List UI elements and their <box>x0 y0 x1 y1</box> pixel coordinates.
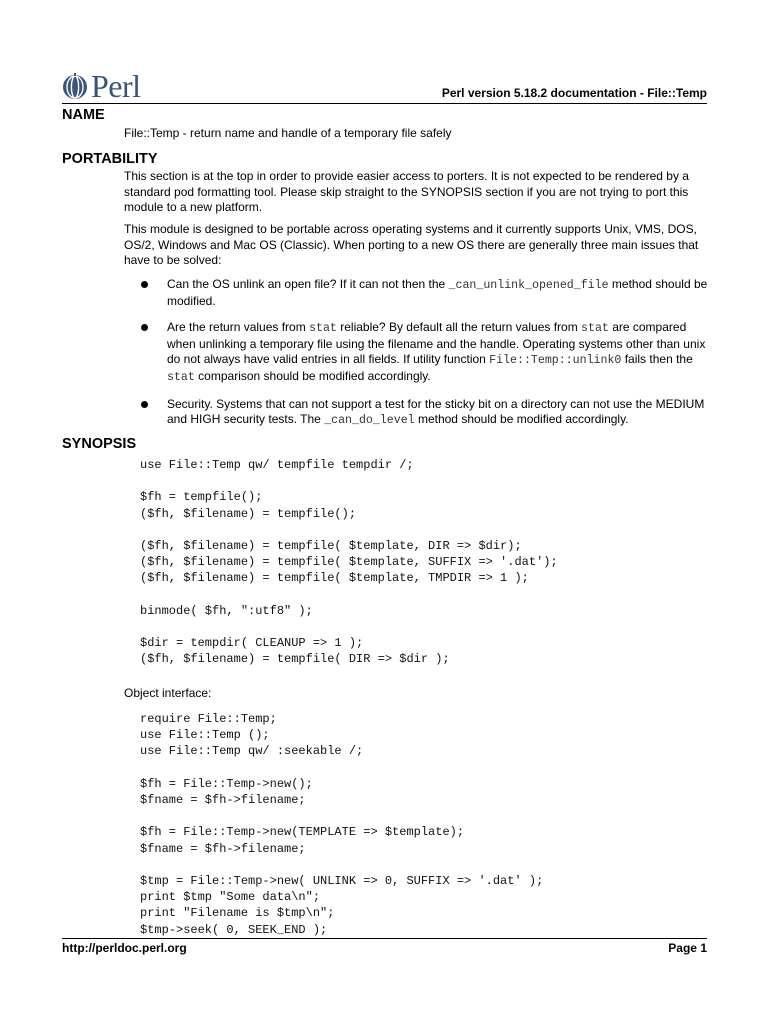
section-heading-synopsis: SYNOPSIS <box>62 436 137 452</box>
list-item-text: method should be modified. <box>167 277 708 308</box>
portability-paragraph-1: This section is at the top in order to provide easier access to porters. It is not expected to be rendered by a standard pod formatting tool. Please skip straight to the SYNOPSIS section if you are not trying to port this module to a new platform. <box>124 169 689 215</box>
code-inline: stat <box>167 370 195 384</box>
document-title: Perl version 5.18.2 documentation - File::Temp <box>441 86 707 100</box>
list-item <box>124 397 714 429</box>
synopsis-code-block: use File::Temp qw/ tempfile tempdir /; $fh = tempfile(); ($fh, $filename) = tempfile(); ($fh, $filename) = tempfile( $template, DIR => $dir); ($fh, $filename) = tempfile( $template, SUFFIX => '.dat'); ($fh, $filename) = tempfile( $template, TMPDIR => 1 ); binmode( $fh, ":utf8" ); $dir = tempdir( CLEANUP => 1 ); ($fh, $filename) = tempfile( DIR => $dir ); <box>140 458 558 667</box>
list-item-text: fails then the <box>621 352 693 367</box>
list-item-text: comparison should be modified accordingly. <box>194 368 431 383</box>
perl-logo <box>62 70 141 102</box>
page-number: Page 1 <box>668 941 707 955</box>
code-inline: stat <box>309 322 337 336</box>
page-footer <box>62 938 707 958</box>
code-inline: File::Temp::unlink0 <box>489 354 622 368</box>
section-heading-portability: PORTABILITY <box>62 151 158 167</box>
name-description: File::Temp - return name and handle of a temporary file safely <box>124 126 452 140</box>
code-inline: stat <box>581 322 609 336</box>
object-interface-label: Object interface: <box>124 686 212 700</box>
code-inline: _can_unlink_opened_file <box>448 279 609 292</box>
list-item-text: reliable? By default all the return values from <box>336 320 582 335</box>
bullet-dot-icon <box>141 401 148 408</box>
page-header <box>62 70 707 104</box>
code-inline: _can_do_level <box>324 414 415 428</box>
logo-text: Perl <box>91 68 141 104</box>
list-item <box>124 320 714 385</box>
portability-issues-list <box>124 277 714 429</box>
list-item <box>124 277 714 309</box>
bullet-dot-icon <box>141 324 148 331</box>
list-item-text: Are the return values from <box>167 320 310 335</box>
header-divider <box>62 103 707 104</box>
footer-divider <box>62 938 707 939</box>
list-item-text: Can the OS unlink an open file? If it can not then the <box>167 277 449 291</box>
bullet-dot-icon <box>141 281 148 288</box>
list-item-text: are compared when unlinking a temporary file using the filename and the handle. Operating systems other than unix do not always have valid entries in all fields. If utility function <box>167 320 706 367</box>
list-item-text: method should be modified accordingly. <box>414 412 629 427</box>
list-item-text: Security. Systems that can not support a test for the sticky bit on a directory can not use the MEDIUM and HIGH security tests. The <box>167 396 705 427</box>
object-interface-code-block: require File::Temp; use File::Temp (); use File::Temp qw/ :seekable /; $fh = File::Temp->new(); $fname = $fh->filename; $fh = File::Temp->new(TEMPLATE => $template); $fname = $fh->filename; $tmp = File::Temp->new( UNLINK => 0, SUFFIX => '.dat' ); print $tmp "Some data\n"; print "Filename is $tmp\n"; $tmp->seek( 0, SEEK_END ); <box>140 712 544 937</box>
perl-onion-icon <box>62 72 88 100</box>
portability-paragraph-2: This module is designed to be portable across operating systems and it currently supports Unix, VMS, DOS, OS/2, Windows and Mac OS (Classic). When porting to a new OS there are generally three main issues that have to be solved: <box>124 222 699 268</box>
footer-url[interactable]: http://perldoc.perl.org <box>62 941 187 955</box>
section-heading-name: NAME <box>62 107 105 123</box>
